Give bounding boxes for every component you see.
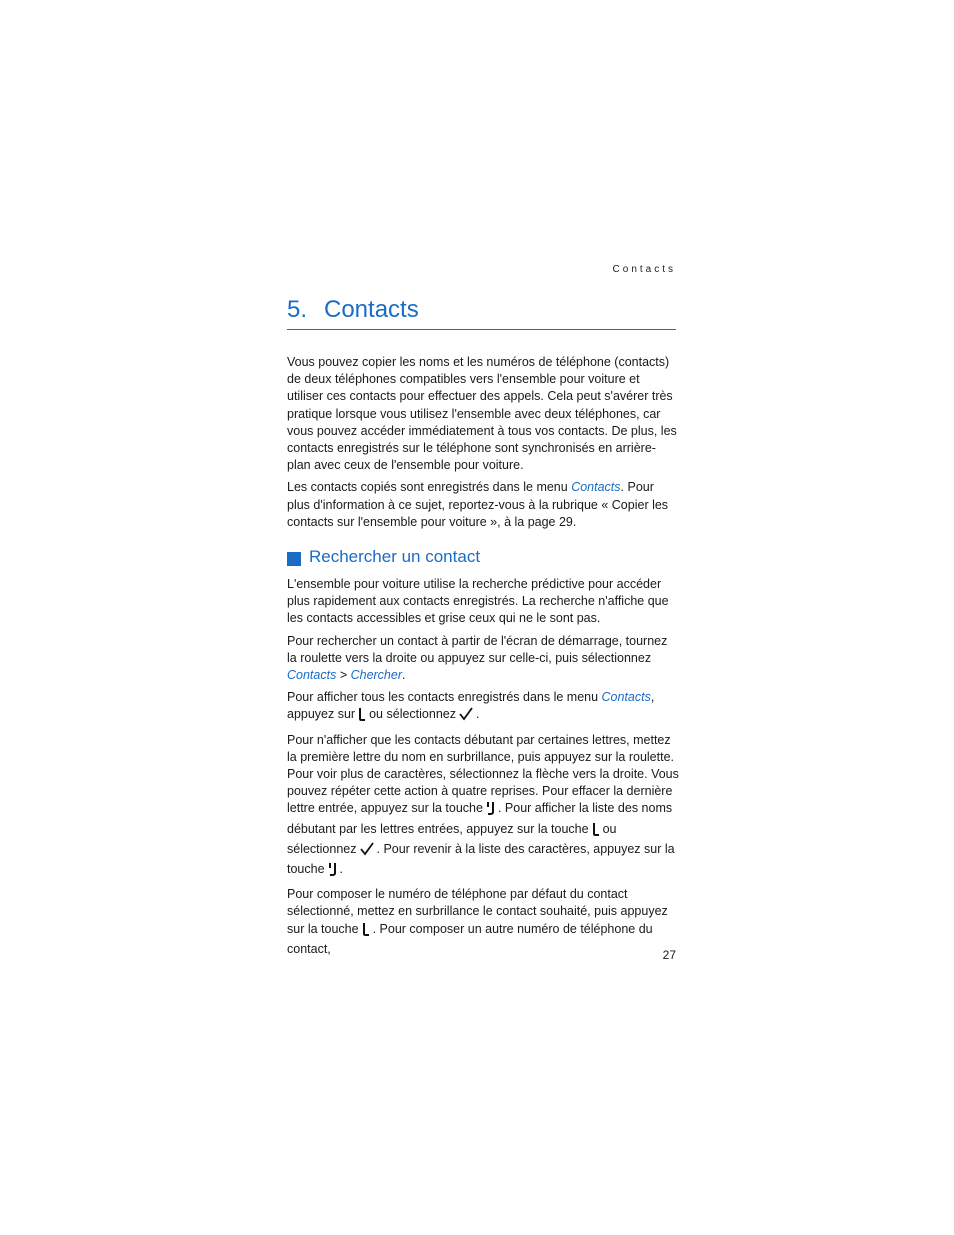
running-header: Contacts xyxy=(612,264,676,275)
text: . Pour afficher la liste des noms débutant par les lettres entrées, appuyez sur la touche xyxy=(287,801,673,836)
text: , appuyez sur xyxy=(287,690,655,722)
intro-paragraph-1: Vous pouvez copier les noms et les numéros de téléphone (contacts) de deux téléphones compatibles vers l'ensemble pour voiture et utiliser ces contacts pour effectuer des appels. Cela peut s'avérer très pratique lorsque vous utilisez l'ensemble avec deux téléphones, car vous pouvez accéder immédiatement à tous vos contacts. De plus, les contacts enregistrés sur le téléphone sont synchronisés en arrière-plan avec ceux de l'ensemble pour voiture. xyxy=(287,355,677,473)
section-paragraph-1: L'ensemble pour voiture utilise la recherche prédictive pour accéder plus rapidement aux contacts enregistrés. La recherche n'affiche que les contacts accessibles et grise ceux qui ne le sont pas. xyxy=(287,577,669,626)
section-title: Rechercher un contact xyxy=(309,547,481,567)
text: ou sélectionnez xyxy=(287,821,617,856)
chapter-title: Contacts xyxy=(324,296,419,323)
text: . xyxy=(402,668,406,683)
section-paragraph-4 xyxy=(287,732,679,882)
text: Pour composer le numéro de téléphone par défaut du contact sélectionné, mettez en surbrillance le contact souhaité, puis appuyez sur la touche xyxy=(287,887,668,936)
menu-link-contacts: Contacts xyxy=(571,480,621,495)
text: . Pour revenir à la liste des caractères, appuyez sur la touche xyxy=(287,841,675,877)
text: . Pour plus d'information à ce sujet, reportez-vous à la rubrique « Copier les contacts sur l'ensemble pour voiture », à la page 29. xyxy=(287,480,669,529)
menu-link-contacts: Contacts xyxy=(601,690,651,705)
text: . Pour composer un autre numéro de téléphone du contact, xyxy=(287,921,653,956)
text: Pour afficher tous les contacts enregistrés dans le menu xyxy=(287,690,602,705)
page-number: 27 xyxy=(662,948,676,962)
call-key-icon xyxy=(358,707,366,726)
separator: > xyxy=(336,668,351,683)
menu-link-contacts: Contacts xyxy=(287,668,337,683)
intro-paragraph-2 xyxy=(287,479,679,531)
call-key-icon xyxy=(362,922,370,941)
text: ou sélectionnez xyxy=(369,707,456,722)
text: Pour rechercher un contact à partir de l'écran de démarrage, tournez la roulette vers la droite ou appuyez sur celle-ci, puis sélectionnez xyxy=(287,633,668,665)
chapter-number: 5. xyxy=(287,296,308,323)
section-heading xyxy=(287,548,679,570)
end-key-icon xyxy=(328,862,337,881)
section-paragraph-2 xyxy=(287,633,679,685)
menu-link-chercher: Chercher xyxy=(350,668,403,683)
chapter-heading xyxy=(287,296,676,330)
text: . xyxy=(475,707,480,722)
page-content xyxy=(287,354,679,963)
section-square-icon xyxy=(287,552,301,566)
checkmark-icon xyxy=(459,707,473,726)
call-key-icon xyxy=(592,822,600,841)
section-paragraph-3 xyxy=(287,689,679,726)
text: Les contacts copiés sont enregistrés dans le menu xyxy=(287,480,572,495)
end-key-icon xyxy=(486,801,495,820)
checkmark-icon xyxy=(360,842,374,861)
section-paragraph-5 xyxy=(287,886,679,958)
text: Pour n'afficher que les contacts débutant par certaines lettres, mettez la première lettre du nom en surbrillance, puis appuyez sur la roulette. Pour voir plus de caractères, sélectionnez la flèche vers la droite. Vous pouvez répéter cette action à quatre reprises. Pour effacer la dernière lettre entrée, appuyez sur la touche xyxy=(287,732,679,816)
text: . xyxy=(339,862,344,877)
